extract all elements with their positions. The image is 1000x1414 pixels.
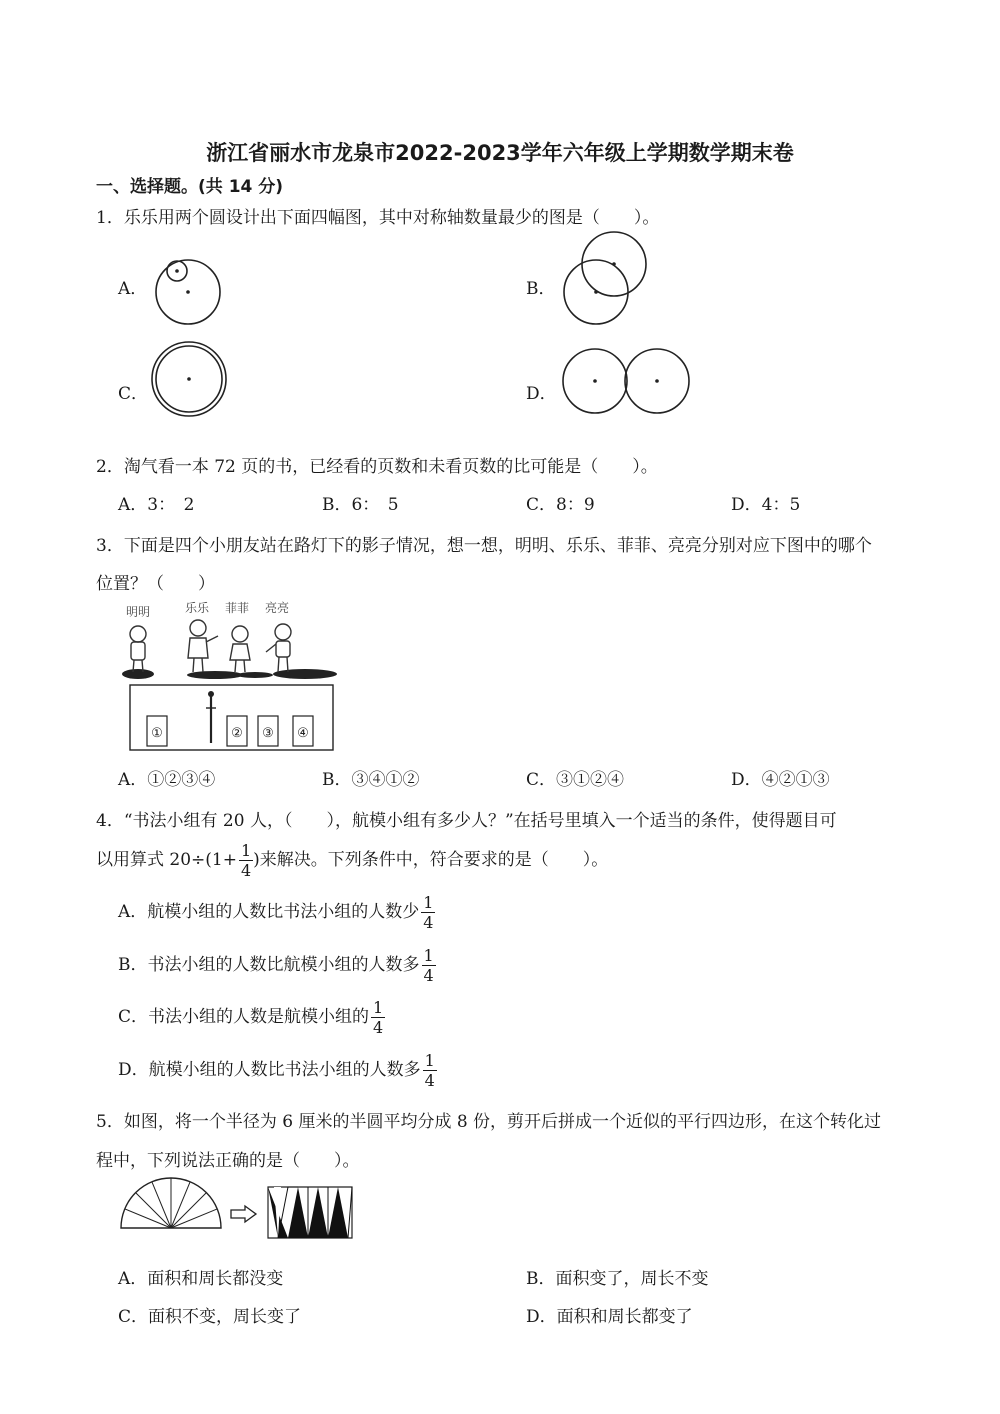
q2-option-a: A．3： 2 xyxy=(118,495,195,515)
q5-option-b: B．面积变了，周长不变 xyxy=(526,1269,709,1289)
kid-liangliang xyxy=(266,624,291,672)
name-liangliang: 亮亮 xyxy=(265,601,290,615)
q4-formula-end: )来解决。下列条件中，符合要求的是（ ）。 xyxy=(253,850,609,870)
q5-option-a: A．面积和周长都没变 xyxy=(118,1269,284,1289)
question-5-stem-line1: 5．如图，将一个半径为 6 厘米的半圆平均分成 8 份，剪开后拼成一个近似的平行四边形，在这个转化过 xyxy=(96,1112,882,1132)
name-mingming: 明明 xyxy=(126,605,151,619)
name-feifei: 菲菲 xyxy=(225,601,250,615)
question-4-stem-line2 xyxy=(96,838,608,882)
page-title: 浙江省丽水市龙泉市2022-2023学年六年级上学期数学期末卷 xyxy=(206,141,794,165)
question-2-stem: 2．淘气看一本 72 页的书，已经看的页数和未看页数的比可能是（ ）。 xyxy=(96,457,658,477)
kid-lele xyxy=(188,620,218,672)
q2-option-c: C．8：9 xyxy=(526,495,595,515)
q3-option-b: B．③④①② xyxy=(322,770,420,790)
q5-option-c: C．面积不变，周长变了 xyxy=(118,1307,302,1327)
kid-feifei xyxy=(230,626,250,672)
question-4-stem-line1: 4．“书法小组有 20 人，（ ），航模小组有多少人？”在括号里填入一个适当的条件，使得题目可 xyxy=(96,811,837,831)
q4-option-a: A．航模小组的人数比书法小组的人数少 $\frac{1}{4}$ xyxy=(118,892,434,932)
name-lele: 乐乐 xyxy=(185,601,210,615)
section-heading: 一、选择题。(共 14 分) xyxy=(96,177,284,197)
q2-option-b: B．6： 5 xyxy=(322,495,399,515)
question-5-stem-line2: 程中，下列说法正确的是（ ）。 xyxy=(96,1151,360,1171)
q3-streetlight-figure xyxy=(120,598,338,756)
q5-semicircle-figure xyxy=(118,1175,224,1233)
q5-parallelogram-figure xyxy=(264,1185,356,1241)
q3-option-c: C．③①②④ xyxy=(526,770,625,790)
q1-figure-b xyxy=(560,230,660,330)
q3-option-d: D．④②①③ xyxy=(731,770,830,790)
question-3-stem-line1: 3．下面是四个小朋友站在路灯下的影子情况，想一想，明明、乐乐、菲菲、亮亮分别对应下图中的哪个 xyxy=(96,536,872,556)
q1-option-d-label: D． xyxy=(526,384,557,404)
q1-option-b-label: B． xyxy=(526,279,556,299)
position-4: ④ xyxy=(297,726,309,741)
q1-option-a-label: A． xyxy=(118,279,148,299)
q1-figure-a xyxy=(150,255,230,335)
q1-figure-d xyxy=(560,346,694,416)
kid-mingming xyxy=(130,626,146,672)
streetlight-icon xyxy=(206,691,216,743)
question-3-stem-line2: 位置？（ ） xyxy=(96,574,215,594)
arrow-right-icon xyxy=(230,1205,258,1223)
position-2: ② xyxy=(231,726,243,741)
q1-option-c-label: C． xyxy=(118,384,149,404)
position-1: ① xyxy=(151,726,163,741)
q4-option-b: B．书法小组的人数比航模小组的人数多 $\frac{1}{4}$ xyxy=(118,945,434,985)
q4-formula-fraction: $\frac{1}{4}$ xyxy=(240,840,252,880)
q4-formula-start: 以用算式 20÷(1+ xyxy=(96,850,237,870)
q4-option-c: C．书法小组的人数是航模小组的 $\frac{1}{4}$ xyxy=(118,997,384,1037)
q3-option-a: A．①②③④ xyxy=(118,770,216,790)
position-3: ③ xyxy=(262,726,274,741)
q2-option-d: D．4：5 xyxy=(731,495,801,515)
q4-option-d: D．航模小组的人数比书法小组的人数多 $\frac{1}{4}$ xyxy=(118,1050,435,1090)
q1-figure-c xyxy=(148,341,232,421)
question-1-stem: 1．乐乐用两个圆设计出下面四幅图，其中对称轴数量最少的图是（ ）。 xyxy=(96,208,660,228)
q5-option-d: D．面积和周长都变了 xyxy=(526,1307,693,1327)
